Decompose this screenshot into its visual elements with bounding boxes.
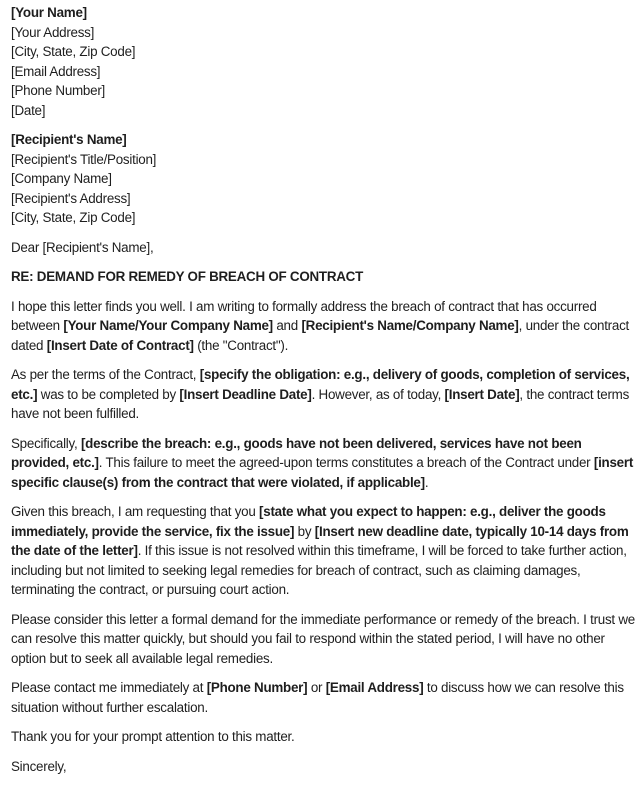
body-text: . [424, 474, 429, 490]
letter-date: [Date] [11, 102, 46, 118]
body-text: was to be completed by [37, 386, 180, 402]
body-text: (the "Contract"). [193, 337, 289, 353]
body-text: . If this issue is not resolved within this timeframe, I will be forced to take further action, including but not limited to seeking legal remedies for breach of contract, such as claiming damages, terminating the contract, or pursuing court action. [11, 543, 627, 597]
body-paragraph [11, 434, 637, 493]
placeholder-text: [describe the breach: e.g., goods have not been delivered, services have not been provided, etc.] [11, 435, 582, 470]
recipient-city: [City, State, Zip Code] [11, 210, 136, 225]
body-text: As per the terms of the Contract, [11, 367, 200, 382]
placeholder-text: [Phone Number] [206, 680, 308, 695]
letter-body [11, 297, 637, 747]
placeholder-text: [Insert Date of Contract] [46, 337, 194, 353]
recipient-company: [Company Name] [11, 171, 112, 186]
body-paragraph [11, 365, 637, 424]
body-paragraph [11, 297, 637, 356]
body-text: . However, as of today, [311, 386, 445, 402]
body-text: Specifically, [11, 435, 81, 451]
body-text: , under the contract dated [11, 318, 630, 353]
body-text: Given this breach, I am requesting that you [11, 504, 260, 519]
body-text: or [307, 680, 326, 695]
sender-block [11, 3, 637, 120]
recipient-name: [Recipient's Name] [11, 132, 127, 147]
body-text: Thank you for your prompt attention to this matter. [11, 729, 295, 744]
body-paragraph [11, 610, 637, 669]
placeholder-text: [specify the obligation: e.g., delivery of goods, completion of services, etc.] [11, 367, 630, 402]
body-text: to discuss how we can resolve this situation without further escalation. [11, 680, 624, 715]
sender-city: [City, State, Zip Code] [11, 44, 136, 59]
letter-document [11, 3, 637, 786]
body-text: Please contact me immediately at [11, 680, 207, 695]
sender-phone: [Phone Number] [11, 83, 106, 98]
body-text: I hope this letter finds you well. I am writing to formally address the breach of contract that has occurred between [11, 298, 597, 333]
body-text: , the contract terms have not been fulfilled. [11, 386, 630, 421]
recipient-block [11, 130, 637, 228]
subject-line: RE: DEMAND FOR REMEDY OF BREACH OF CONTRACT [11, 269, 364, 284]
placeholder-text: [Insert Date] [444, 386, 520, 402]
body-paragraph [11, 678, 637, 717]
sender-email: [Email Address] [11, 63, 101, 79]
sender-address: [Your Address] [11, 24, 95, 40]
recipient-address: [Recipient's Address] [11, 190, 131, 206]
placeholder-text: [state what you expect to happen: e.g., deliver the goods immediately, provide the service, fix the issue] [11, 504, 606, 539]
body-text: by [294, 523, 315, 539]
body-text: Please consider this letter a formal demand for the immediate performance or remedy of the breach. I trust we can resolve this matter quickly, but should you fail to respond within the stated period, I will have no other option but to seek all available legal remedies. [11, 611, 635, 666]
salutation: Dear [Recipient's Name], [11, 239, 154, 255]
placeholder-text: [Recipient's Name/Company Name] [301, 318, 519, 333]
placeholder-text: [Insert Deadline Date] [179, 386, 312, 402]
closing: Sincerely, [11, 758, 67, 774]
body-paragraph [11, 502, 637, 600]
placeholder-text: [Insert new deadline date, typically 10-14 days from the date of the letter] [11, 523, 629, 558]
placeholder-text: [insert specific clause(s) from the contract that were violated, if applicable] [11, 455, 634, 490]
placeholder-text: [Email Address] [325, 680, 424, 695]
sender-name: [Your Name] [11, 5, 87, 20]
placeholder-text: [Your Name/Your Company Name] [63, 318, 273, 333]
body-text: and [272, 318, 302, 333]
body-paragraph [11, 727, 637, 747]
recipient-title: [Recipient's Title/Position] [11, 151, 157, 167]
body-text: . This failure to meet the agreed-upon terms constitutes a breach of the Contract under [98, 455, 594, 470]
